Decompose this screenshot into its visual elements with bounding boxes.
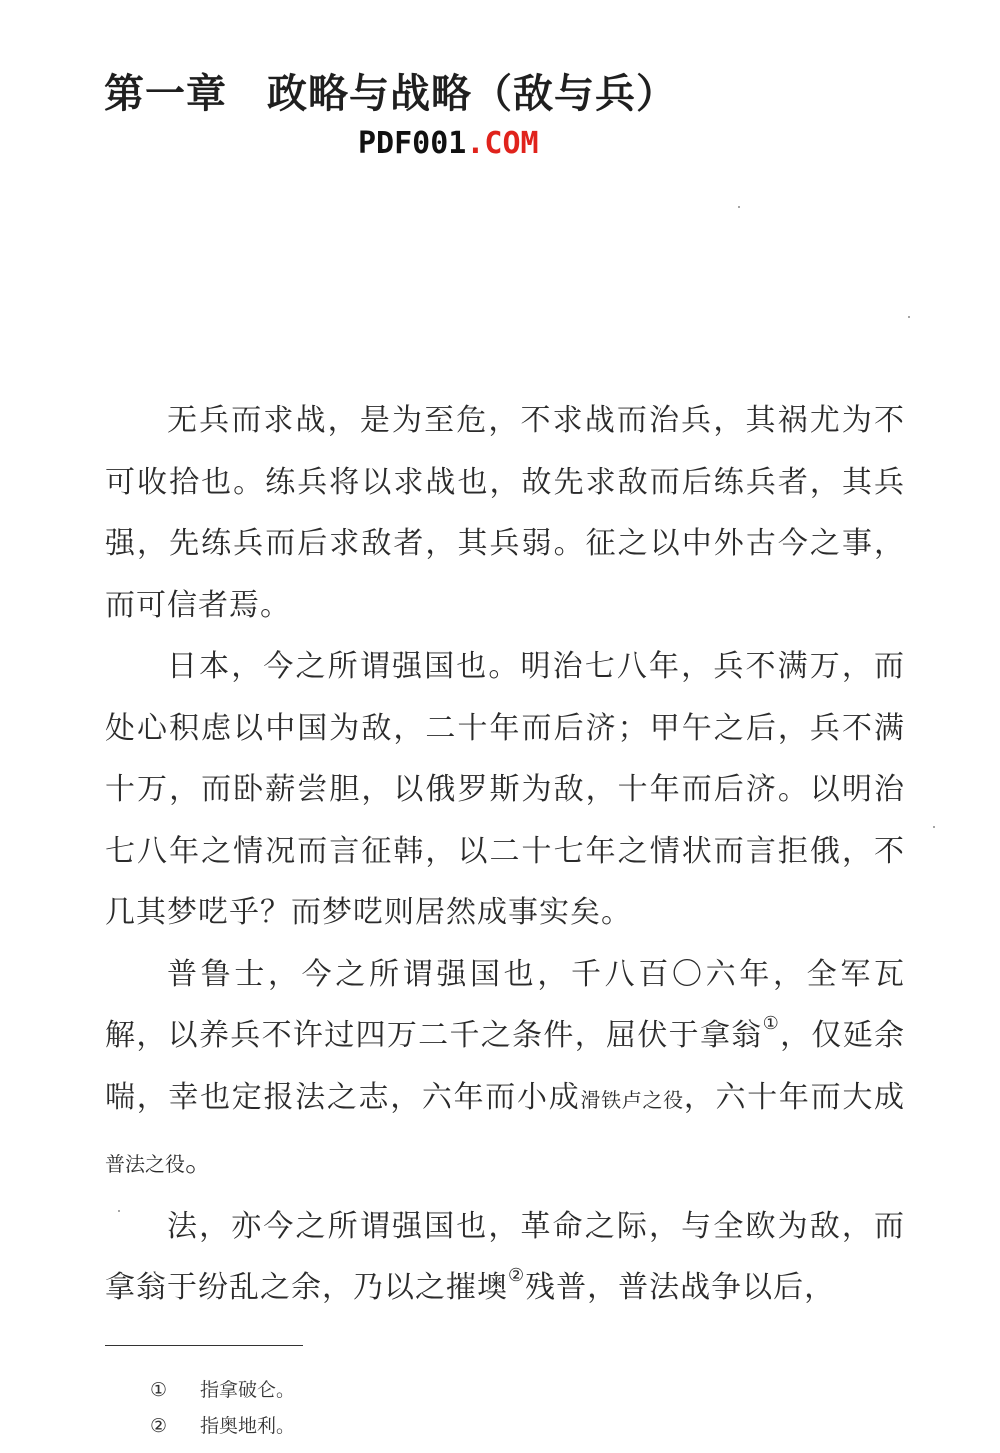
scan-speck: [118, 1210, 120, 1212]
scan-speck: [908, 316, 910, 318]
watermark: [358, 126, 539, 161]
footnote-ref-2: ②: [508, 1264, 526, 1286]
footnote-mark: ②: [150, 1415, 168, 1437]
paragraph-3: [105, 944, 905, 1196]
footnote-item: [150, 1408, 295, 1444]
scan-speck: [738, 206, 740, 208]
chapter-heading: [104, 62, 677, 119]
paragraph-3-text-b: ，仅延余喘，幸也定报法之志，六年而小成: [105, 1018, 906, 1115]
chapter-title: 政略与战略（敌与兵）: [267, 71, 677, 117]
footnote-text: 指奥地利。: [200, 1415, 296, 1437]
footnote-mark: ①: [150, 1379, 168, 1401]
footnote-text: 指拿破仑。: [200, 1379, 296, 1401]
scan-speck: [933, 826, 935, 828]
inline-note-1: 滑铁卢之役: [580, 1087, 684, 1112]
paragraph-3-text-d: 。: [185, 1144, 216, 1179]
footnotes: [150, 1372, 295, 1444]
paragraph-4-text-a: 法，亦今之所谓强国也，革命之际，与全欧为敌，而拿翁于纷乱之余，乃以之摧墺: [105, 1208, 905, 1305]
inline-note-2: 普法之役: [105, 1152, 185, 1176]
paragraph-3-text-a: 普鲁士，今之所谓强国也，千八百〇六年，全军瓦解，以养兵不许过四万二千之条件，屈伏于拿翁: [105, 956, 905, 1053]
paragraph-3-text-c: ，六十年而大成: [683, 1079, 906, 1115]
watermark-part1: PDF001: [358, 126, 467, 161]
paragraph-4: [105, 1196, 905, 1319]
footnote-divider: [105, 1345, 303, 1346]
body-text: [105, 390, 905, 1319]
paragraph-2: 日本，今之所谓强国也。明治七八年，兵不满万，而处心积虑以中国为敌，二十年而后济；甲午之后，兵不满十万，而卧薪尝胆，以俄罗斯为敌，十年而后济。以明治七八年之情况而言征韩，以二十七年之情状而言拒俄，不几其梦呓乎？而梦呓则居然成事实矣。: [105, 649, 905, 930]
paragraph-1: 无兵而求战，是为至危，不求战而治兵，其祸尤为不可收拾也。练兵将以求战也，故先求敌而后练兵者，其兵强，先练兵而后求敌者，其兵弱。征之以中外古今之事，而可信者焉。: [105, 403, 905, 623]
watermark-part2: .COM: [466, 126, 539, 161]
chapter-number: 第一章: [104, 71, 227, 117]
footnote-ref-1: ①: [762, 1012, 781, 1034]
paragraph-4-text-b: 残普，普法战争以后，: [525, 1270, 836, 1305]
footnote-item: [150, 1372, 295, 1408]
